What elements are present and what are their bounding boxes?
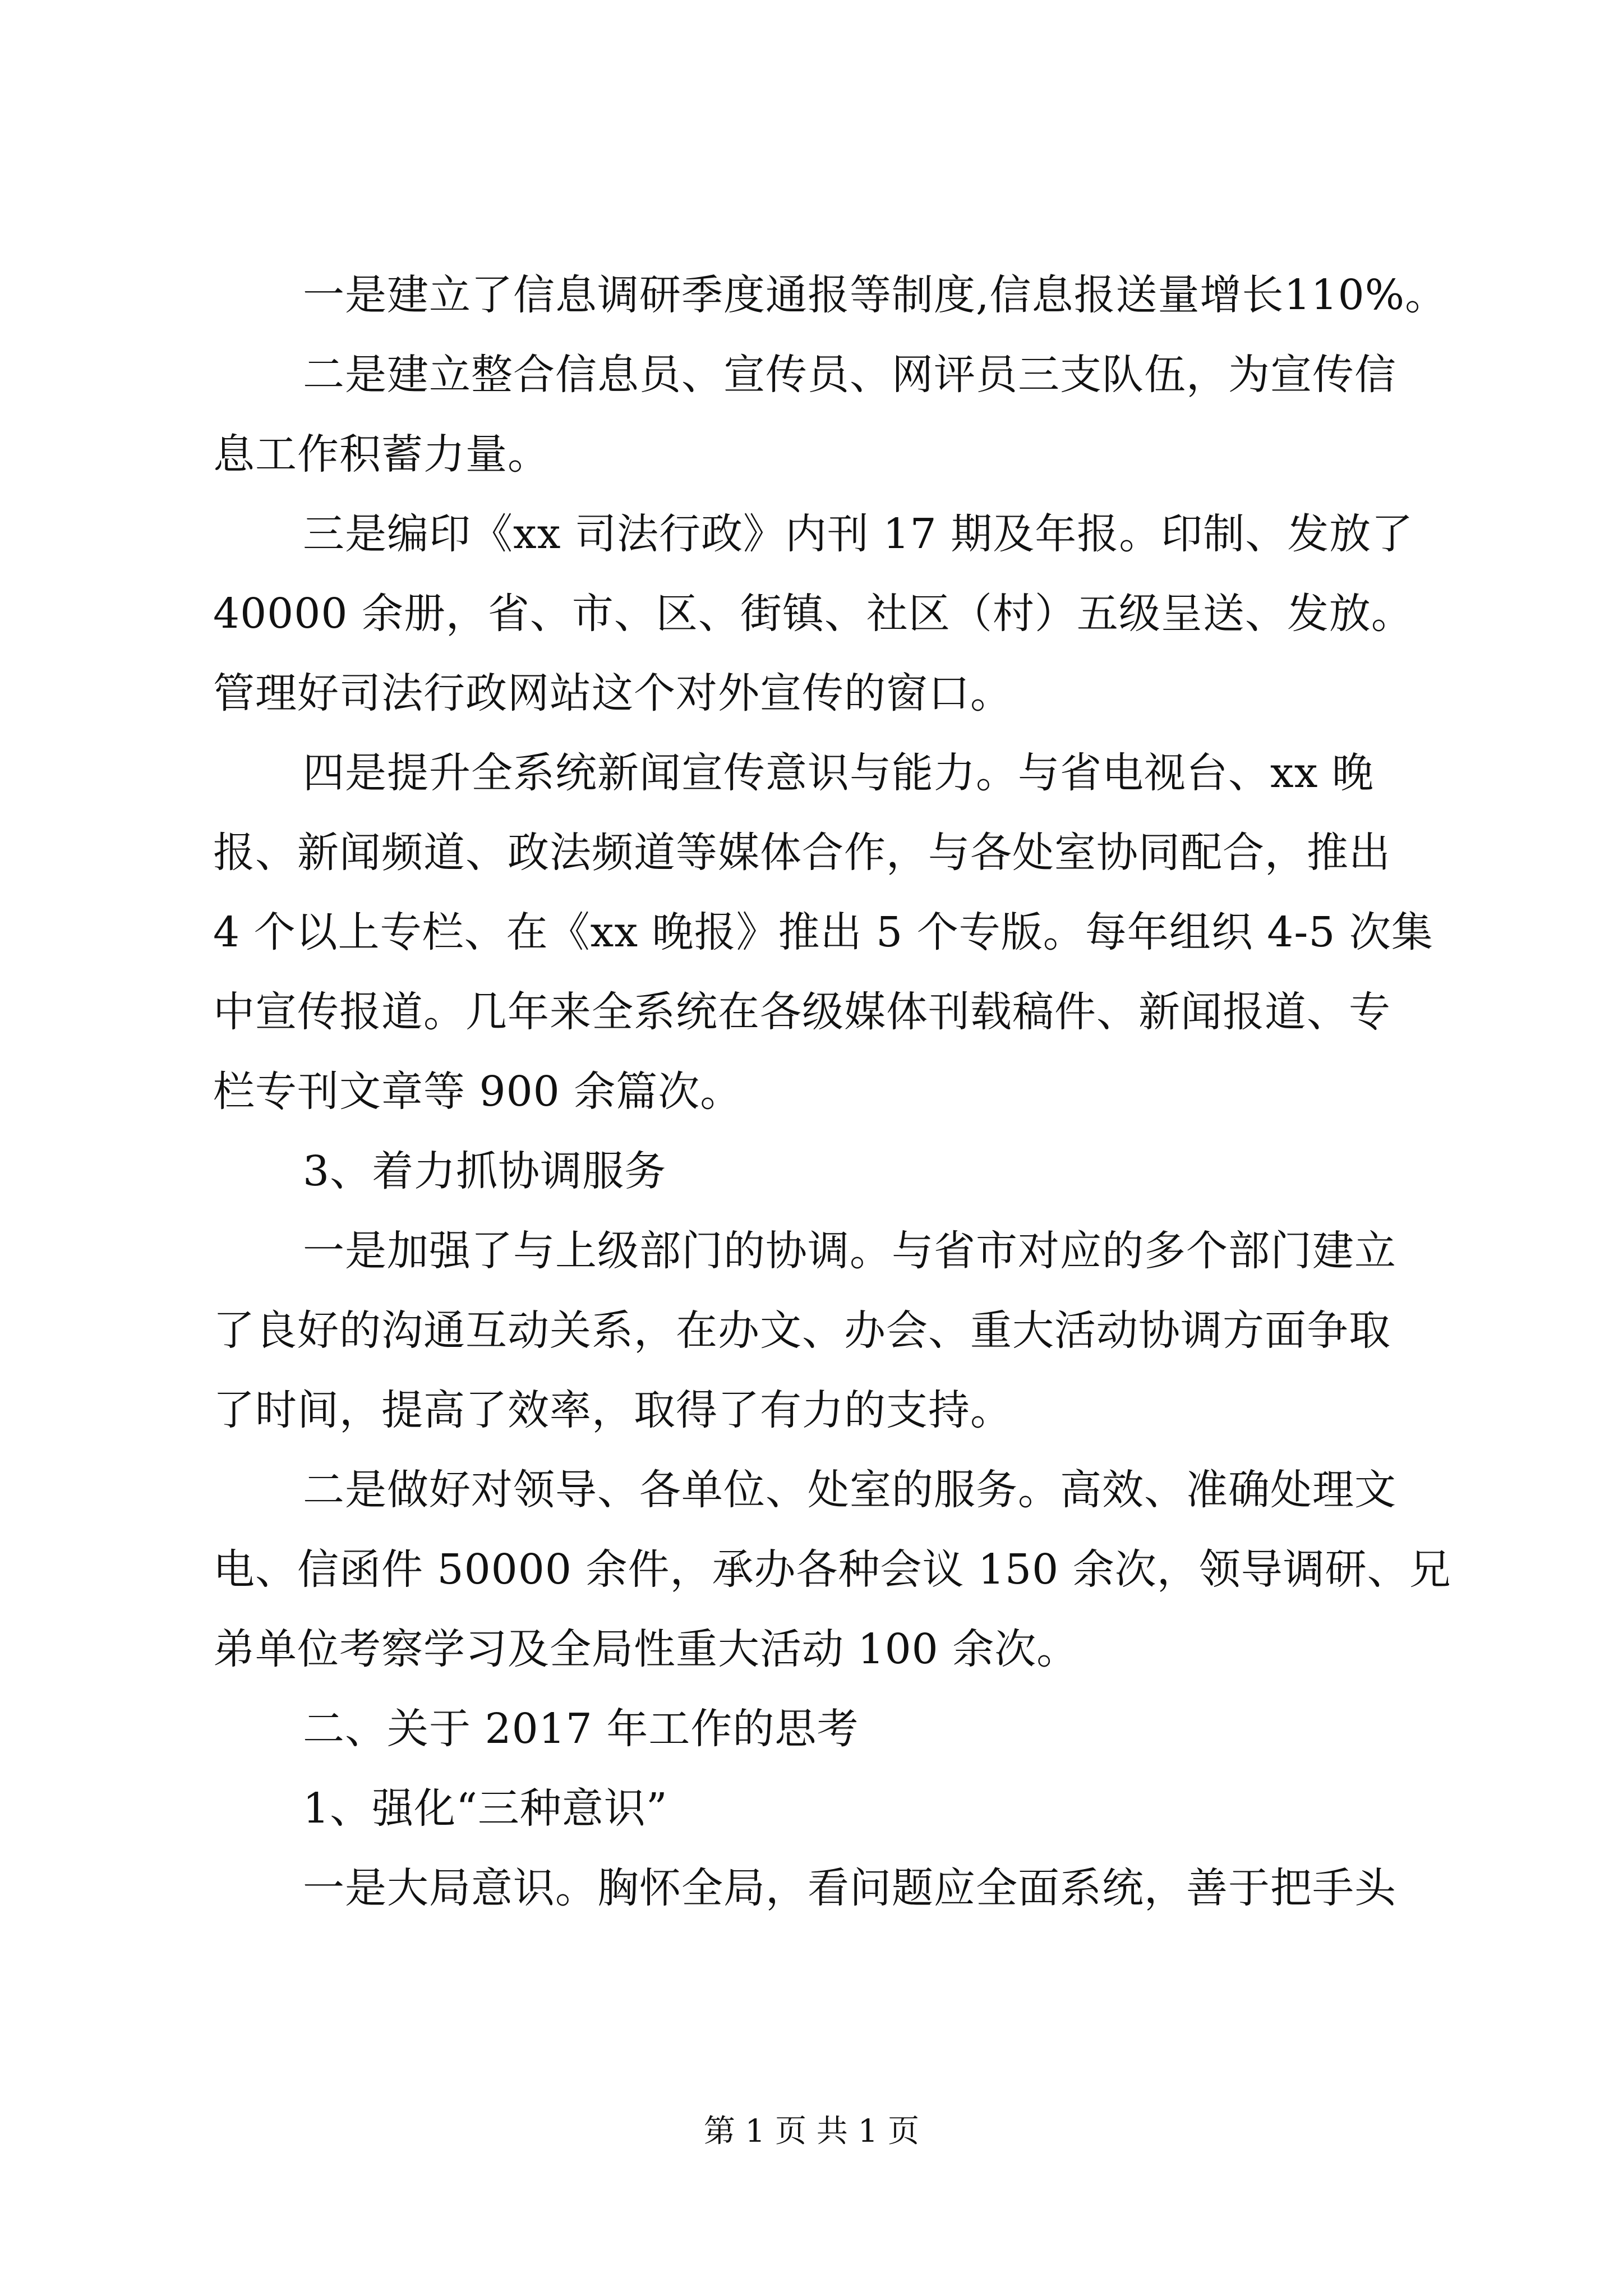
text-line: 息工作积蓄力量。 <box>213 430 550 478</box>
text-line: 二是建立整合信息员、宣传员、网评员三支队伍，为宣传信 <box>303 351 1396 399</box>
text-line: 中宣传报道。几年来全系统在各级媒体刊载稿件、新闻报道、专 <box>213 988 1391 1036</box>
text-line: 一是大局意识。胸怀全局，看问题应全面系统，善于把手头 <box>303 1864 1396 1912</box>
text-line: 了良好的沟通互动关系，在办文、办会、重大活动协调方面争取 <box>213 1306 1391 1355</box>
text-line: 四是提升全系统新闻宣传意识与能力。与省电视台、xx 晚 <box>303 749 1374 797</box>
text-line: 弟单位考察学习及全局性重大活动 100 余次。 <box>213 1625 1079 1673</box>
section-heading: 二、关于 2017 年工作的思考 <box>303 1705 859 1753</box>
text-line: 管理好司法行政网站这个对外宣传的窗口。 <box>213 669 1012 717</box>
text-line: 40000 余册，省、市、区、街镇、社区（村）五级呈送、发放。 <box>213 590 1413 638</box>
text-line: 电、信函件 50000 余件，承办各种会议 150 余次，领导调研、兄 <box>213 1545 1451 1594</box>
body-text <box>213 255 1451 1928</box>
text-line: 一是建立了信息调研季度通报等制度,信息报送量增长110%。 <box>303 271 1447 319</box>
text-line: 三是编印《xx 司法行政》内刊 17 期及年报。印制、发放了 <box>303 510 1414 558</box>
page-number-footer: 第 1 页 共 1 页 <box>703 2113 920 2150</box>
text-line: 二是做好对领导、各单位、处室的服务。高效、准确处理文 <box>303 1466 1396 1514</box>
text-line: 栏专刊文章等 900 余篇次。 <box>213 1068 743 1116</box>
text-line: 报、新闻频道、政法频道等媒体合作，与各处室协同配合，推出 <box>213 829 1391 877</box>
text-line: 一是加强了与上级部门的协调。与省市对应的多个部门建立 <box>303 1227 1396 1275</box>
section-heading: 3、着力抓协调服务 <box>303 1147 667 1195</box>
text-line: 4 个以上专栏、在《xx 晚报》推出 5 个专版。每年组织 4-5 次集 <box>213 908 1433 956</box>
text-line: 了时间，提高了效率，取得了有力的支持。 <box>213 1386 1012 1434</box>
section-heading: 1、强化“三种意识” <box>303 1784 668 1833</box>
